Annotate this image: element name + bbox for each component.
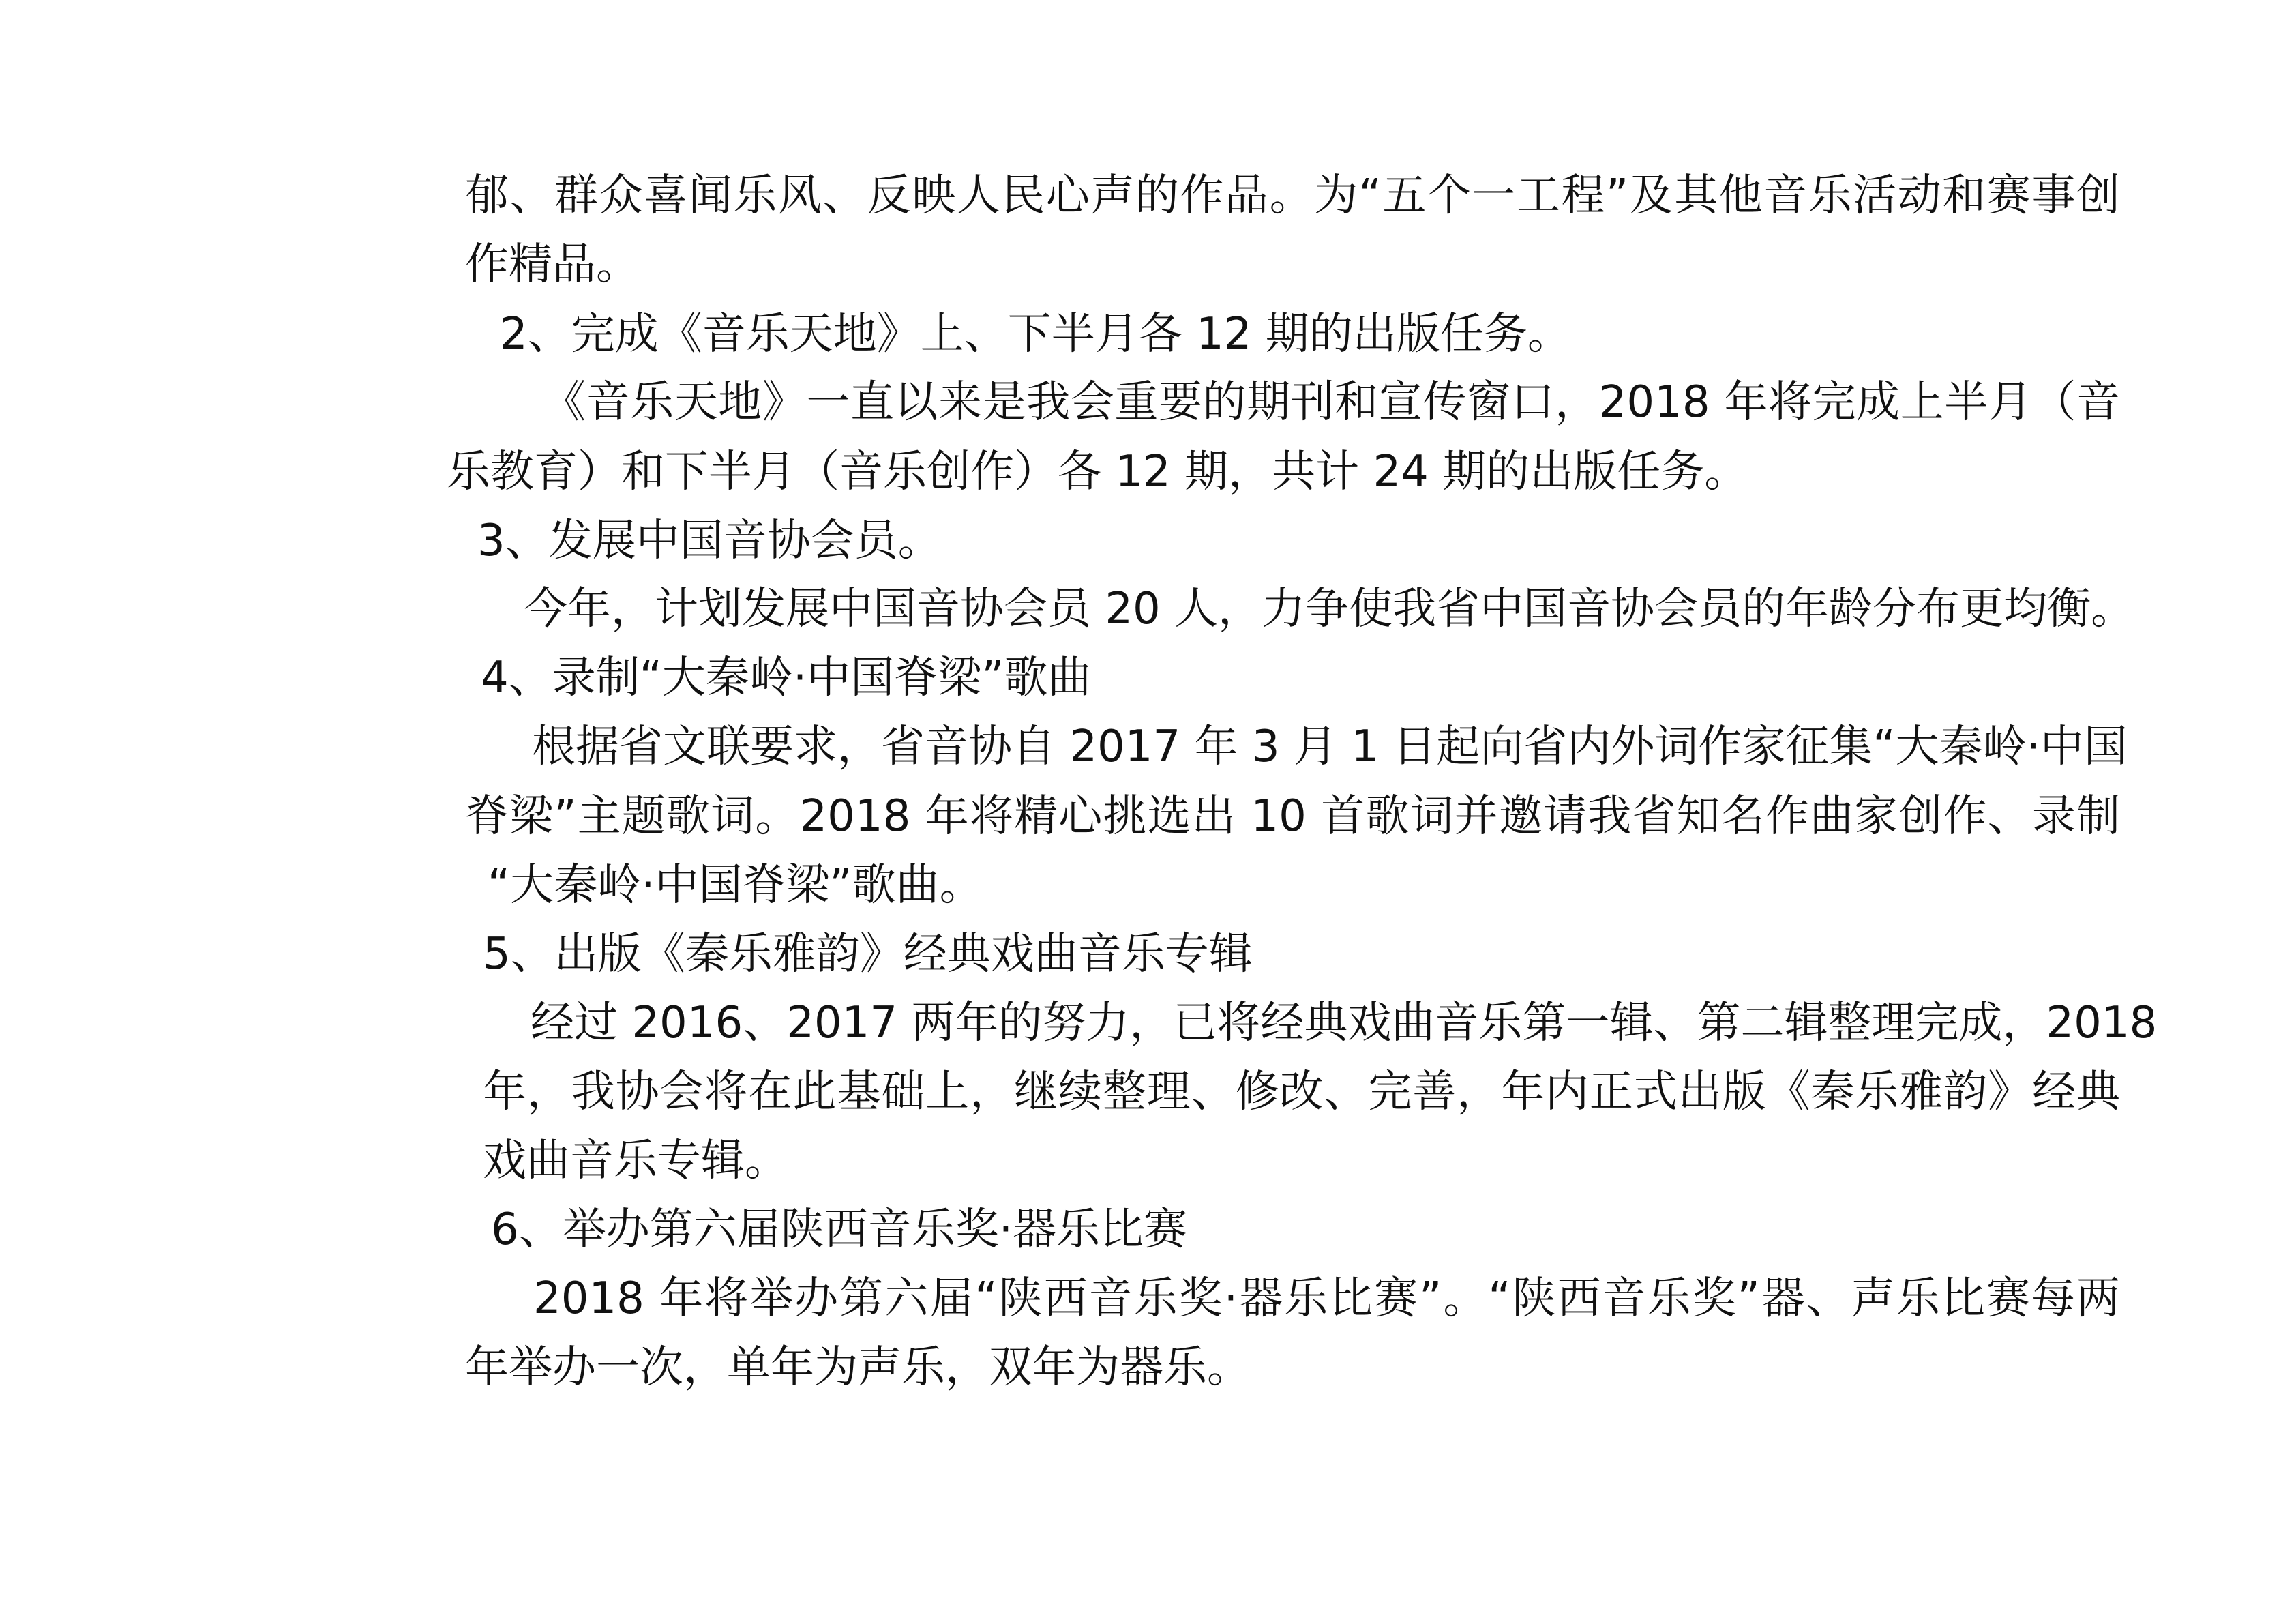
body-line-10: 年，我协会将在此基础上，继续整理、修改、完善，年内正式出版《秦乐雅韵》经典 xyxy=(483,1067,2120,1117)
body-line-13: 年举办一次，单年为声乐，双年为器乐。 xyxy=(465,1342,1251,1393)
body-line-5: 今年，计划发展中国音协会员 20 人，力争使我省中国音协会员的年龄分布更均衡。 xyxy=(524,584,2135,634)
body-line-9: 经过 2016、2017 两年的努力，已将经典戏曲音乐第一辑、第二辑整理完成，2018 xyxy=(531,998,2158,1048)
body-line-1: 郁、群众喜闻乐风、反映人民心声的作品。为“五个一工程”及其他音乐活动和赛事创 xyxy=(465,171,2120,221)
body-line-3: 《音乐天地》一直以来是我会重要的期刊和宣传窗口，2018 年将完成上半月（音 xyxy=(542,377,2120,428)
heading-item-4: 4、录制“大秦岭·中国脊梁”歌曲 xyxy=(481,653,1092,703)
body-line-2: 作精品。 xyxy=(465,239,640,290)
heading-item-2: 2、完成《音乐天地》上、下半月各 12 期的出版任务。 xyxy=(500,309,1571,359)
body-line-6: 根据省文联要求，省音协自 2017 年 3 月 1 日起向省内外词作家征集“大秦岭·中国 xyxy=(532,722,2128,772)
heading-item-3: 3、发展中国音协会员。 xyxy=(477,516,942,566)
heading-item-6: 6、举办第六届陕西音乐奖·器乐比赛 xyxy=(491,1205,1188,1255)
body-line-12: 2018 年将举办第六届“陕西音乐奖·器乐比赛”。“陕西音乐奖”器、声乐比赛每两 xyxy=(533,1273,2120,1324)
body-line-11: 戏曲音乐专辑。 xyxy=(483,1136,788,1186)
body-line-7: 脊梁”主题歌词。2018 年将精心挑选出 10 首歌词并邀请我省知名作曲家创作、录制 xyxy=(465,791,2120,842)
heading-item-5: 5、出版《秦乐雅韵》经典戏曲音乐专辑 xyxy=(483,929,1253,979)
body-line-4: 乐教育）和下半月（音乐创作）各 12 期，共计 24 期的出版任务。 xyxy=(447,447,1748,497)
body-line-8: “大秦岭·中国脊梁”歌曲。 xyxy=(488,860,983,911)
